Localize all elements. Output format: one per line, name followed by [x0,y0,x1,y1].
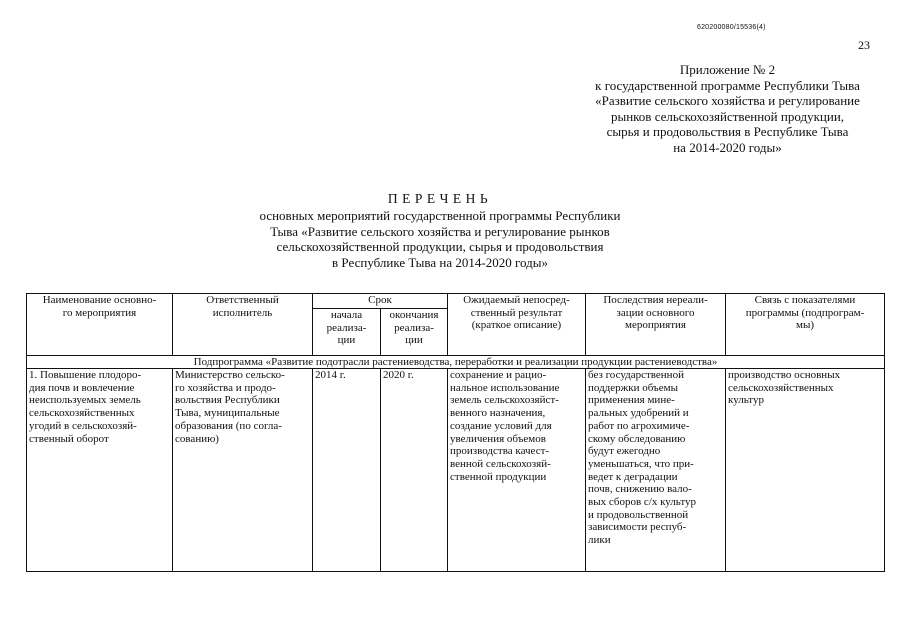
appendix-line: рынков сельскохозяйственной продукции, [610,108,845,124]
header-term-start: начала реализа- ции [313,309,381,356]
title-line: основных мероприятий государственной программы Республики [259,208,621,223]
appendix-line: к государственной программе Республики Тыва [595,77,860,93]
header-name: Наименование основно- го мероприятия [27,294,173,356]
header-term-end: окончания реализа- ции [381,309,448,356]
cell-indicator-link: производство основных сельскохозяйственных культур [726,369,885,572]
document-code: 620200080/15536(4) [697,24,766,31]
cell-executor: Министерство сельско- го хозяйства и продо- вольствия Республики Тыва, муниципальные образования (по согла- сованию) [173,369,313,572]
header-consequences: Последствия нереали- зации основного мероприятия [586,294,726,356]
title-subtitle [180,208,700,270]
cell-expected-result: сохранение и рацио- нальное использование земель сельскохозяйст- венного назначения, создание условий для увеличения объемов производства качест- венной сельскохозяй- ственной продукции [448,369,586,572]
title-main: ПЕРЕЧЕНЬ [387,191,493,206]
cell-measure-name: 1. Повышение плодоро- дия почв и вовлечение неиспользуемых земель сельскохозяйственных угодий в сельскохозяй- ственный оборот [27,369,173,572]
cell-term-end: 2020 г. [381,369,448,572]
header-executor: Ответственный исполнитель [173,294,313,356]
appendix-line: Приложение № 2 [679,62,776,77]
title-line: в Республике Тыва на 2014-2020 годы» [332,254,548,270]
measures-table [26,293,885,572]
header-expected-result: Ожидаемый непосред- ственный результат (краткое описание) [448,294,586,356]
cell-consequences: без государственной поддержки объемы применения мине- ральных удобрений и работ по агрохимиче- скому обследованию будут ежегодно уменьшаться, что при- ведет к деградации почв, снижению вало- вых сборов с/х культур и продовольственной зависимости респуб- лики [586,369,726,572]
appendix-line: «Развитие сельского хозяйства и регулирование [595,93,860,109]
header-indicator-link: Связь с показателями программы (подпрограм- мы) [726,294,885,356]
title-line: Тыва «Развитие сельского хозяйства и регулирование рынков [270,223,610,239]
table-row [27,369,885,572]
page-number: 23 [858,38,870,52]
title-line: сельскохозяйственной продукции, сырья и продовольствия [276,239,604,254]
cell-term-start: 2014 г. [313,369,381,572]
appendix-line: сырья и продовольствия в Республике Тыва [606,124,849,140]
appendix-heading [530,62,905,156]
appendix-line: на 2014-2020 годы» [673,139,782,155]
header-term: Срок [313,294,448,309]
document-title [180,190,700,270]
subprogram-title: Подпрограмма «Развитие подотрасли растениеводства, переработки и реализации продукции растениеводства» [27,356,885,369]
